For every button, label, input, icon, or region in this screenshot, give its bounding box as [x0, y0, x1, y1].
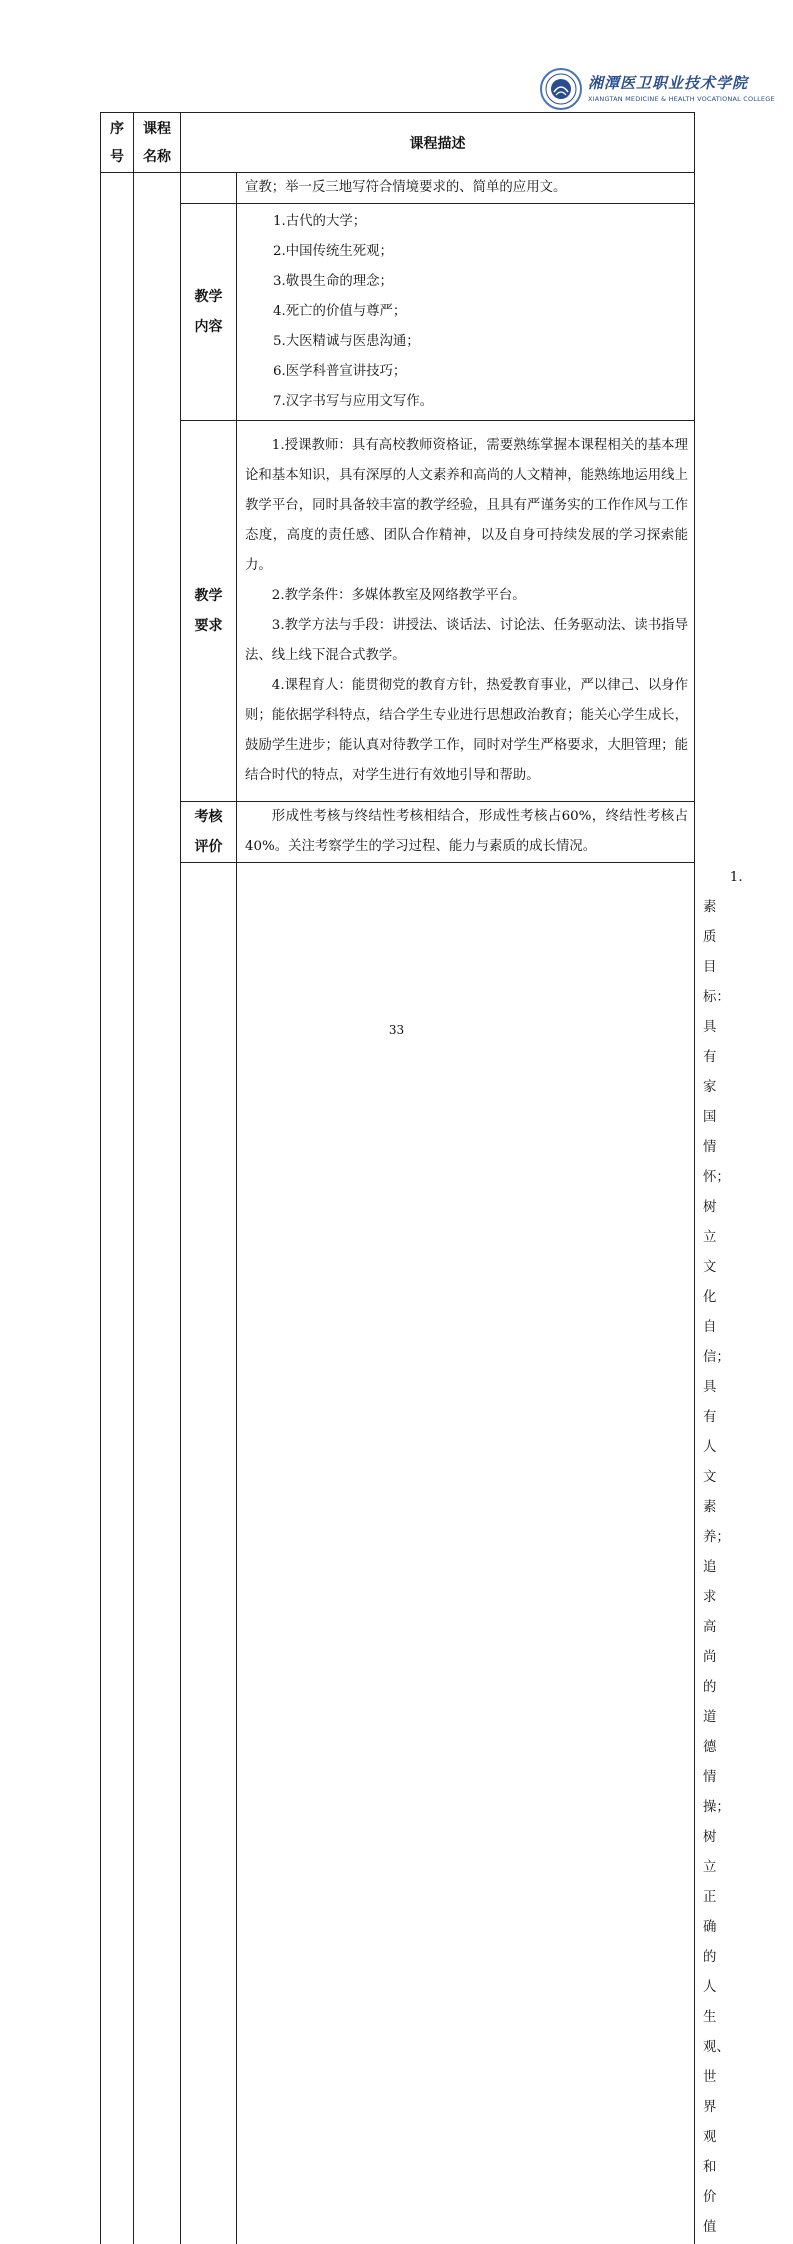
- list-item: 2.中国传统生死观；: [245, 237, 688, 267]
- assessment-label: 考核 评价: [181, 802, 237, 863]
- college-seal-icon: [540, 68, 582, 110]
- header-course-name: 课程 名称: [134, 113, 181, 173]
- table-row: [101, 802, 695, 863]
- table-row: [101, 421, 695, 802]
- list-item: 1.古代的大学；: [245, 207, 688, 237]
- paragraph: 形成性考核与终结性考核相结合，形成性考核占60%，终结性考核占40%。关注考察学生的学习过程、能力与素质的成长情况。: [245, 802, 688, 862]
- college-name-english: XIANGTAN MEDICINE & HEALTH VOCATIONAL COLLEGE: [588, 95, 775, 103]
- list-item: 7.汉字书写与应用文写作。: [245, 387, 688, 417]
- course-table: [100, 112, 695, 2244]
- table-row: [101, 173, 695, 204]
- college-logo: [540, 68, 740, 112]
- teaching-requirements-label: 教学 要求: [181, 421, 237, 802]
- intro-label-cell: [181, 173, 237, 204]
- header-index: 序 号: [101, 113, 134, 173]
- prev-index-cell: [101, 173, 134, 2244]
- prev-name-cell: [134, 173, 181, 2244]
- assessment-text: [237, 802, 695, 863]
- course-16-name: [237, 863, 695, 2244]
- intro-text-cell: [237, 173, 695, 204]
- paragraph: 4.课程育人：能贯彻党的教育方针，热爱教育事业，严以律己、以身作则；能依据学科特点，结合学生专业进行思想政治教育；能关心学生成长，鼓励学生进步；能认真对待教学工作，同时对学生严格要求，大胆管理；能结合时代的特点，对学生进行有效地引导和帮助。: [245, 671, 688, 791]
- table-row: [101, 204, 695, 421]
- course-16-index: [181, 863, 237, 2244]
- paragraph: 2.教学条件：多媒体教室及网络教学平台。: [245, 581, 688, 611]
- list-item: 4.死亡的价值与尊严；: [245, 297, 688, 327]
- intro-text: 宣教；举一反三地写符合情境要求的、简单的应用文。: [245, 173, 688, 203]
- teaching-content-list: [237, 204, 695, 421]
- table-row: 1.素质目标：具有家国情怀；树立文化自信；具有人文素养；追求高尚的道德情操；树立正确的人生观、世界观和价值: [101, 863, 695, 2244]
- paragraph: 1.授课教师：具有高校教师资格证，需要熟练掌握本课程相关的基本理论和基本知识，具有深厚的人文素养和高尚的人文精神，能熟练地运用线上教学平台，同时具备较丰富的教学经验，且具有严谨务实的工作作风与工作态度，高度的责任感、团队合作精神，以及自身可持续发展的学习探索能力。: [245, 431, 688, 581]
- table-header-row: [101, 113, 695, 173]
- list-item: 6.医学科普宣讲技巧；: [245, 357, 688, 387]
- list-item: 3.敬畏生命的理念；: [245, 267, 688, 297]
- page-number: 33: [0, 1023, 793, 1037]
- list-item: 5.大医精诚与医患沟通；: [245, 327, 688, 357]
- header-course-description: 课程描述: [181, 113, 695, 173]
- paragraph: 3.教学方法与手段：讲授法、谈话法、讨论法、任务驱动法、读书指导法、线上线下混合式教学。: [245, 611, 688, 671]
- teaching-requirements-text: [237, 421, 695, 802]
- teaching-content-label: 教学 内容: [181, 204, 237, 421]
- college-name: 湘潭医卫职业技术学院: [588, 72, 748, 93]
